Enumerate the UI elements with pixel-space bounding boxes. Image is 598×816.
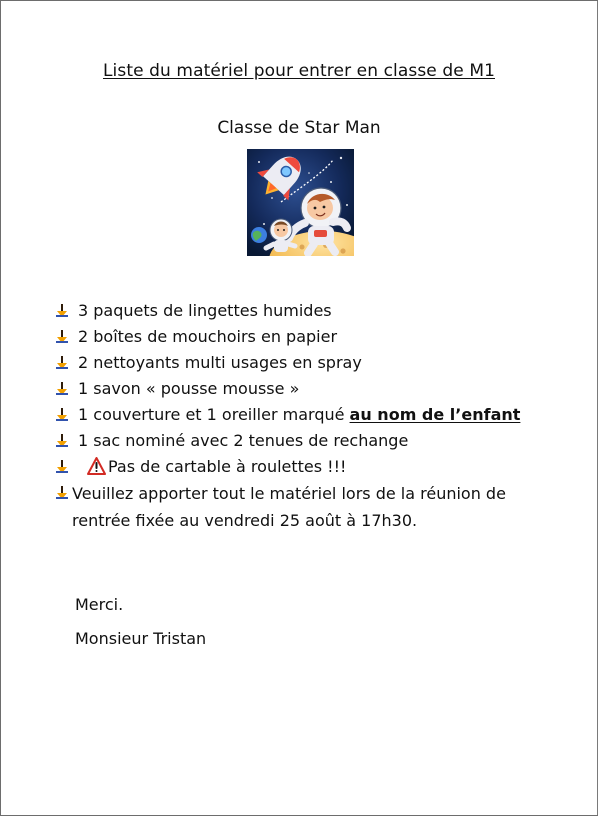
closing-thanks: Merci.: [75, 595, 124, 614]
materials-list-item-text: 1 couverture et 1 oreiller marqué: [78, 405, 350, 424]
down-arrow-icon: [55, 486, 69, 500]
child-name-emphasis: au nom de l’enfant: [349, 405, 521, 424]
materials-list-item-text: Pas de cartable à roulettes !!!: [108, 457, 347, 476]
materials-list-item-text: 2 boîtes de mouchoirs en papier: [78, 327, 338, 346]
materials-list-item-text: Veuillez apporter tout le matériel lors de la réunion de rentrée fixée au vendredi 25 août à 17h30.: [72, 484, 506, 530]
materials-list-item-text: 2 nettoyants multi usages en spray: [78, 353, 362, 372]
materials-list-item-text: 1 sac nominé avec 2 tenues de rechange: [78, 431, 409, 450]
materials-list-item: [55, 324, 565, 350]
down-arrow-icon: [55, 330, 69, 344]
materials-list-item-text: 1 savon « pousse mousse »: [78, 379, 300, 398]
down-arrow-icon: [55, 460, 69, 474]
down-arrow-icon: [55, 408, 69, 422]
materials-list-item: [55, 298, 565, 324]
down-arrow-icon: [55, 434, 69, 448]
materials-list-item: [55, 376, 565, 402]
document-title: Liste du matériel pour entrer en classe de M1: [102, 61, 495, 81]
astronaut-image: [247, 149, 354, 256]
signature: Monsieur Tristan: [75, 629, 207, 648]
materials-list-item: [55, 402, 565, 428]
materials-list-item: [55, 350, 565, 376]
materials-list-item: [55, 480, 565, 534]
materials-list-item-text: 3 paquets de lingettes humides: [78, 301, 332, 320]
down-arrow-icon: [55, 356, 69, 370]
warning-icon: [87, 457, 106, 475]
astronaut-illustration: [247, 149, 354, 256]
materials-list: [55, 298, 565, 534]
class-name: Classe de Star Man: [217, 118, 381, 138]
down-arrow-icon: [55, 382, 69, 396]
materials-list-item: [55, 454, 565, 480]
materials-list-item: [55, 428, 565, 454]
down-arrow-icon: [55, 304, 69, 318]
